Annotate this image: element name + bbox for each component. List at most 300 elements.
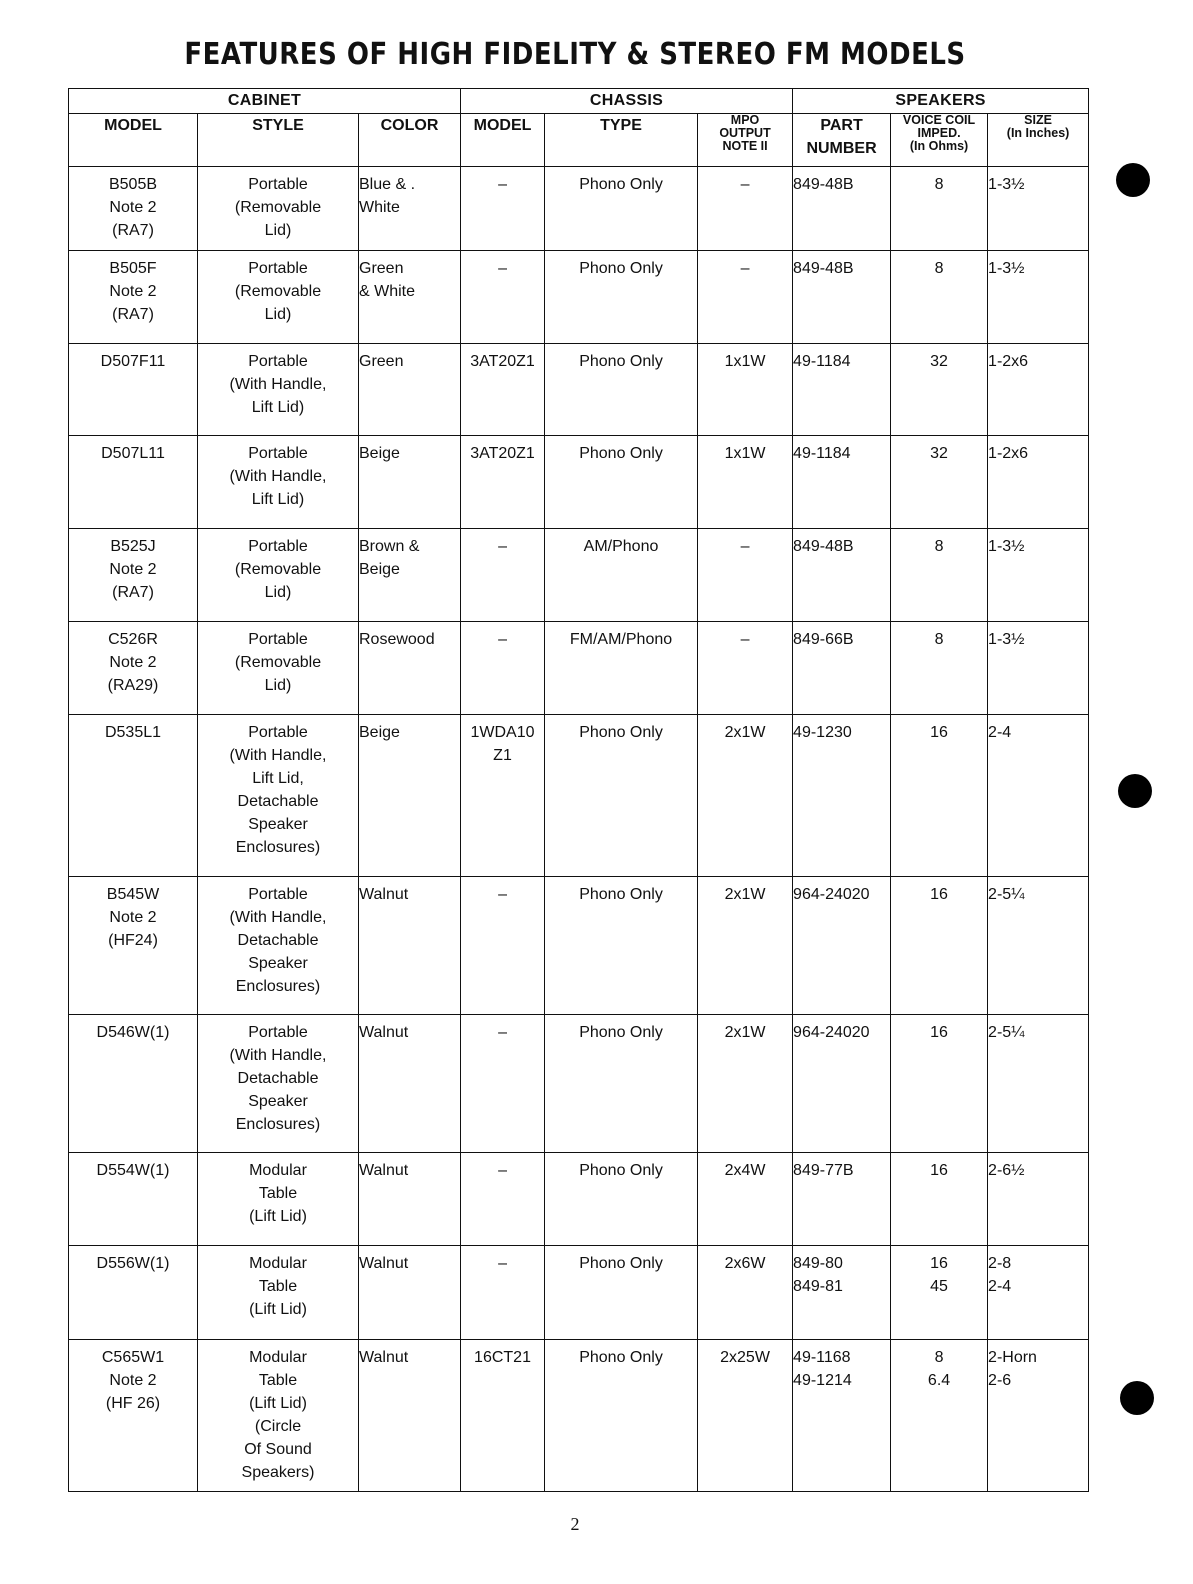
- cell-mpo: [698, 877, 793, 1015]
- cell-line: 2-5¼: [988, 886, 1025, 903]
- cell-color: [359, 436, 461, 529]
- cell-line: Speakers): [241, 1464, 315, 1481]
- table-row: [69, 1340, 1089, 1492]
- col-size-line: (In Inches): [1006, 126, 1070, 140]
- col-color: COLOR: [359, 114, 461, 167]
- cell-chassis-model: [461, 251, 545, 344]
- cell-line: Of Sound: [244, 1441, 312, 1458]
- cell-line: (Lift Lid): [249, 1208, 307, 1225]
- cell-part: [793, 877, 891, 1015]
- cell-chassis-model: [461, 877, 545, 1015]
- cell-part: [793, 1246, 891, 1340]
- cell-line: 8: [934, 260, 944, 277]
- col-chassis-model: MODEL: [461, 114, 545, 167]
- cell-line: Walnut: [359, 1162, 409, 1179]
- cell-style: [198, 1153, 359, 1246]
- cell-line: (Removable: [234, 654, 322, 671]
- cell-part: [793, 1153, 891, 1246]
- cell-imped: [891, 1153, 988, 1246]
- cell-line: 3AT20Z1: [470, 353, 535, 370]
- cell-style: [198, 436, 359, 529]
- cell-line: Table: [258, 1278, 298, 1295]
- cell-line: Phono Only: [579, 260, 663, 277]
- cell-line: 2-8: [988, 1255, 1012, 1272]
- cell-part: [793, 622, 891, 715]
- cell-style: [198, 1015, 359, 1153]
- cell-type: [545, 529, 698, 622]
- table-row: [69, 167, 1089, 251]
- cell-line: Table: [258, 1185, 298, 1202]
- cell-line: Portable: [248, 353, 308, 370]
- col-part-line: PART: [820, 117, 863, 134]
- cell-line: (With Handle,: [229, 909, 327, 926]
- cell-size: [988, 251, 1089, 344]
- cell-chassis-model: [461, 1246, 545, 1340]
- cell-imped: [891, 344, 988, 436]
- cell-imped: [891, 1015, 988, 1153]
- cell-type: [545, 877, 698, 1015]
- cell-line: (With Handle,: [229, 468, 327, 485]
- cell-part: [793, 1340, 891, 1492]
- cell-color: [359, 622, 461, 715]
- cell-line: 2-6: [988, 1372, 1012, 1389]
- cell-mpo: [698, 529, 793, 622]
- cell-line: Speaker: [248, 955, 308, 972]
- cell-line: Phono Only: [579, 445, 663, 462]
- cell-size: [988, 1246, 1089, 1340]
- cell-line: Lid): [264, 584, 292, 601]
- cell-type: [545, 167, 698, 251]
- cell-line: Lid): [264, 222, 292, 239]
- cell-line: Z1: [493, 747, 512, 764]
- cell-part: [793, 167, 891, 251]
- cell-type: [545, 1153, 698, 1246]
- cell-line: Lift Lid,: [252, 770, 304, 787]
- cell-chassis-model: [461, 167, 545, 251]
- cell-size: [988, 529, 1089, 622]
- cell-line: 1-2x6: [988, 445, 1029, 462]
- cell-type: [545, 1340, 698, 1492]
- cell-line: Note 2: [109, 561, 157, 578]
- cell-type: [545, 436, 698, 529]
- cell-line: 2x4W: [724, 1162, 766, 1179]
- cell-mpo: [698, 167, 793, 251]
- group-header-row: [69, 89, 1089, 114]
- cell-line: Walnut: [359, 1255, 409, 1272]
- cell-model: [69, 1340, 198, 1492]
- cell-model: [69, 167, 198, 251]
- table-row: [69, 715, 1089, 877]
- cell-line: Rosewood: [359, 631, 435, 648]
- cell-color: [359, 529, 461, 622]
- cell-line: 2x1W: [724, 724, 766, 741]
- cell-type: [545, 344, 698, 436]
- cell-line: –: [498, 176, 507, 193]
- cell-part: [793, 251, 891, 344]
- cell-line: –: [740, 260, 750, 277]
- cell-line: 1-3½: [988, 538, 1025, 555]
- cell-line: –: [498, 886, 507, 903]
- cell-line: 16: [930, 724, 948, 741]
- cell-color: [359, 715, 461, 877]
- cell-size: [988, 1015, 1089, 1153]
- page-title: FEATURES OF HIGH FIDELITY & STEREO FM MODELS: [184, 37, 966, 73]
- cell-size: [988, 877, 1089, 1015]
- cell-line: Speaker: [248, 816, 308, 833]
- cell-line: 16: [930, 886, 948, 903]
- cell-line: Beige: [359, 724, 400, 741]
- cell-mpo: [698, 622, 793, 715]
- cell-line: 1x1W: [724, 353, 766, 370]
- cell-model: [69, 1015, 198, 1153]
- group-chassis: CHASSIS: [461, 89, 793, 114]
- cell-type: [545, 1246, 698, 1340]
- cell-line: 16CT21: [474, 1349, 531, 1366]
- cell-imped: [891, 529, 988, 622]
- table-row: [69, 622, 1089, 715]
- cell-size: [988, 715, 1089, 877]
- table-row: [69, 251, 1089, 344]
- cell-line: AM/Phono: [583, 538, 659, 555]
- cell-line: (With Handle,: [229, 1047, 327, 1064]
- cell-mpo: [698, 1340, 793, 1492]
- col-part-line: NUMBER: [806, 140, 877, 157]
- cell-line: 849-48B: [793, 176, 854, 193]
- cell-line: 964-24020: [793, 886, 870, 903]
- cell-line: 49-1214: [793, 1372, 852, 1389]
- cell-style: [198, 344, 359, 436]
- cell-line: (With Handle,: [229, 747, 327, 764]
- cell-line: Blue & .: [359, 176, 416, 193]
- cell-line: D507L11: [101, 445, 165, 462]
- cell-line: (RA7): [112, 584, 154, 601]
- cell-line: 45: [930, 1278, 948, 1295]
- table-row: [69, 877, 1089, 1015]
- cell-line: Walnut: [359, 1349, 409, 1366]
- cell-color: [359, 167, 461, 251]
- cell-line: (Removable: [234, 561, 322, 578]
- cell-size: [988, 622, 1089, 715]
- col-size: [988, 114, 1089, 167]
- cell-imped: [891, 251, 988, 344]
- col-mpo-line: NOTE II: [722, 139, 768, 153]
- cell-line: D554W(1): [96, 1162, 170, 1179]
- cell-line: Lift Lid): [251, 399, 305, 416]
- cell-chassis-model: [461, 1340, 545, 1492]
- table-row: [69, 1153, 1089, 1246]
- cell-color: [359, 877, 461, 1015]
- cell-type: [545, 251, 698, 344]
- cell-line: Green: [359, 353, 404, 370]
- cell-size: [988, 436, 1089, 529]
- cell-line: –: [498, 538, 507, 555]
- cell-line: B505B: [108, 176, 158, 193]
- group-cabinet: CABINET: [69, 89, 461, 114]
- cell-mpo: [698, 344, 793, 436]
- cell-line: 2-5¼: [988, 1024, 1025, 1041]
- cell-line: Note 2: [109, 654, 157, 671]
- cell-style: [198, 715, 359, 877]
- cell-line: 849-81: [793, 1278, 843, 1295]
- cell-line: Modular: [249, 1162, 307, 1179]
- cell-line: FM/AM/Phono: [569, 631, 673, 648]
- group-speakers: SPEAKERS: [793, 89, 1089, 114]
- cell-type: [545, 715, 698, 877]
- cell-chassis-model: [461, 529, 545, 622]
- cell-part: [793, 436, 891, 529]
- cell-line: Detachable: [237, 793, 319, 810]
- cell-line: Brown &: [359, 538, 420, 555]
- cell-line: 1WDA10: [470, 724, 535, 741]
- cell-line: Phono Only: [579, 1162, 663, 1179]
- cell-line: Lid): [264, 677, 292, 694]
- cell-line: 2-4: [988, 724, 1012, 741]
- cell-line: Speaker: [248, 1093, 308, 1110]
- cell-color: [359, 1153, 461, 1246]
- cell-chassis-model: [461, 1153, 545, 1246]
- cell-line: Detachable: [237, 1070, 319, 1087]
- col-imped-line: IMPED.: [917, 126, 961, 140]
- cell-line: –: [498, 1024, 507, 1041]
- table-body: [69, 167, 1089, 1492]
- cell-size: [988, 344, 1089, 436]
- cell-line: 16: [930, 1162, 948, 1179]
- cell-line: 8: [934, 176, 944, 193]
- cell-mpo: [698, 1153, 793, 1246]
- cell-line: Note 2: [109, 909, 157, 926]
- table-row: [69, 344, 1089, 436]
- table-row: [69, 436, 1089, 529]
- cell-mpo: [698, 1015, 793, 1153]
- cell-model: [69, 436, 198, 529]
- cell-line: Modular: [249, 1255, 307, 1272]
- table-row: [69, 1246, 1089, 1340]
- cell-line: 3AT20Z1: [470, 445, 535, 462]
- cell-size: [988, 167, 1089, 251]
- cell-style: [198, 167, 359, 251]
- cell-model: [69, 251, 198, 344]
- col-mpo-line: OUTPUT: [719, 126, 771, 140]
- cell-line: Enclosures): [235, 839, 321, 856]
- col-imped-line: VOICE COIL: [902, 113, 976, 127]
- cell-line: 32: [930, 445, 948, 462]
- cell-line: 2-Horn: [988, 1349, 1037, 1366]
- cell-line: B525J: [110, 538, 156, 555]
- cell-line: D507F11: [100, 353, 166, 370]
- cell-line: Phono Only: [579, 353, 663, 370]
- cell-line: 1-2x6: [988, 353, 1029, 370]
- cell-imped: [891, 167, 988, 251]
- cell-imped: [891, 715, 988, 877]
- cell-line: Phono Only: [579, 1255, 663, 1272]
- cell-line: 49-1184: [793, 353, 851, 370]
- cell-line: 2-4: [988, 1278, 1012, 1295]
- cell-line: B505F: [109, 260, 157, 277]
- cell-line: (Removable: [234, 199, 322, 216]
- cell-line: –: [740, 176, 750, 193]
- cell-line: D535L1: [104, 724, 162, 741]
- cell-line: 8: [934, 538, 944, 555]
- cell-imped: [891, 1246, 988, 1340]
- cell-line: 849-48B: [793, 260, 854, 277]
- cell-line: 1-3½: [988, 260, 1025, 277]
- col-part: [793, 114, 891, 167]
- cell-line: 2x25W: [720, 1349, 770, 1366]
- cell-style: [198, 1340, 359, 1492]
- cell-line: (RA7): [112, 222, 154, 239]
- cell-line: B545W: [106, 886, 160, 903]
- cell-line: Note 2: [109, 199, 157, 216]
- cell-line: (Circle: [254, 1418, 302, 1435]
- cell-color: [359, 344, 461, 436]
- cell-line: Green: [359, 260, 404, 277]
- cell-line: –: [740, 631, 750, 648]
- cell-line: 1-3½: [988, 631, 1025, 648]
- cell-line: C526R: [108, 631, 158, 648]
- col-mpo-line: MPO: [730, 113, 760, 127]
- cell-type: [545, 1015, 698, 1153]
- cell-line: Enclosures): [235, 1116, 321, 1133]
- cell-line: C565W1: [101, 1349, 165, 1366]
- cell-model: [69, 877, 198, 1015]
- cell-line: –: [740, 538, 750, 555]
- cell-line: 49-1230: [793, 724, 852, 741]
- cell-size: [988, 1340, 1089, 1492]
- cell-style: [198, 877, 359, 1015]
- cell-line: Phono Only: [579, 724, 663, 741]
- cell-line: Portable: [248, 445, 308, 462]
- cell-line: Detachable: [237, 932, 319, 949]
- cell-line: (RA29): [107, 677, 159, 694]
- cell-part: [793, 715, 891, 877]
- cell-model: [69, 715, 198, 877]
- cell-model: [69, 529, 198, 622]
- cell-line: 849-77B: [793, 1162, 854, 1179]
- cell-line: –: [498, 1255, 507, 1272]
- cell-model: [69, 344, 198, 436]
- cell-part: [793, 529, 891, 622]
- cell-type: [545, 622, 698, 715]
- cell-line: 16: [930, 1255, 948, 1272]
- cell-line: Lid): [264, 306, 292, 323]
- cell-line: 2-6½: [988, 1162, 1025, 1179]
- cell-style: [198, 622, 359, 715]
- cell-line: Modular: [249, 1349, 307, 1366]
- cell-line: 2x1W: [724, 1024, 766, 1041]
- cell-line: (Lift Lid): [249, 1301, 307, 1318]
- cell-line: –: [498, 631, 507, 648]
- cell-line: Portable: [248, 724, 308, 741]
- cell-line: 49-1168: [793, 1349, 851, 1366]
- cell-line: 849-80: [793, 1255, 843, 1272]
- cell-part: [793, 344, 891, 436]
- cell-color: [359, 251, 461, 344]
- cell-line: Portable: [248, 538, 308, 555]
- cell-line: 2x1W: [724, 886, 766, 903]
- cell-chassis-model: [461, 715, 545, 877]
- cell-mpo: [698, 1246, 793, 1340]
- cell-line: Beige: [359, 561, 400, 578]
- cell-line: Phono Only: [579, 176, 663, 193]
- cell-line: Beige: [359, 445, 400, 462]
- cell-line: Note 2: [109, 283, 157, 300]
- binder-hole: [1116, 163, 1150, 197]
- cell-line: 849-66B: [793, 631, 854, 648]
- col-imped-line: (In Ohms): [909, 139, 969, 153]
- cell-model: [69, 622, 198, 715]
- cell-line: (HF 26): [105, 1395, 161, 1412]
- cell-line: Table: [258, 1372, 298, 1389]
- cell-line: 1-3½: [988, 176, 1025, 193]
- page-number: 2: [570, 1514, 580, 1534]
- cell-line: Portable: [248, 176, 308, 193]
- cell-line: Walnut: [359, 886, 409, 903]
- cell-mpo: [698, 436, 793, 529]
- cell-line: 32: [930, 353, 948, 370]
- cell-imped: [891, 436, 988, 529]
- column-header-row: [69, 114, 1089, 167]
- col-model: MODEL: [69, 114, 198, 167]
- cell-model: [69, 1246, 198, 1340]
- cell-imped: [891, 877, 988, 1015]
- cell-mpo: [698, 251, 793, 344]
- cell-chassis-model: [461, 1015, 545, 1153]
- features-table: [68, 88, 1089, 1492]
- cell-line: (With Handle,: [229, 376, 327, 393]
- binder-hole: [1120, 1381, 1154, 1415]
- cell-line: (Removable: [234, 283, 322, 300]
- cell-line: Walnut: [359, 1024, 409, 1041]
- cell-line: –: [498, 1162, 507, 1179]
- cell-line: Phono Only: [579, 1024, 663, 1041]
- cell-style: [198, 1246, 359, 1340]
- cell-line: Phono Only: [579, 886, 663, 903]
- cell-line: (RA7): [112, 306, 154, 323]
- cell-line: (HF24): [108, 932, 158, 949]
- cell-line: 8: [934, 1349, 944, 1366]
- cell-line: Note 2: [109, 1372, 157, 1389]
- cell-line: D546W(1): [96, 1024, 170, 1041]
- cell-size: [988, 1153, 1089, 1246]
- cell-line: Enclosures): [235, 978, 321, 995]
- cell-line: Phono Only: [579, 1349, 663, 1366]
- cell-color: [359, 1015, 461, 1153]
- cell-mpo: [698, 715, 793, 877]
- cell-line: 964-24020: [793, 1024, 870, 1041]
- cell-line: (Lift Lid): [249, 1395, 307, 1412]
- cell-line: & White: [359, 283, 416, 300]
- cell-line: 8: [934, 631, 944, 648]
- cell-line: 1x1W: [724, 445, 766, 462]
- cell-line: 6.4: [927, 1372, 951, 1389]
- cell-chassis-model: [461, 436, 545, 529]
- cell-line: Portable: [248, 886, 308, 903]
- cell-line: –: [498, 260, 507, 277]
- cell-part: [793, 1015, 891, 1153]
- cell-line: Portable: [248, 260, 308, 277]
- cell-line: Portable: [248, 631, 308, 648]
- cell-chassis-model: [461, 344, 545, 436]
- cell-line: D556W(1): [96, 1255, 170, 1272]
- cell-imped: [891, 1340, 988, 1492]
- col-imped: [891, 114, 988, 167]
- cell-color: [359, 1246, 461, 1340]
- cell-line: Portable: [248, 1024, 308, 1041]
- cell-line: 49-1184: [793, 445, 851, 462]
- cell-imped: [891, 622, 988, 715]
- cell-line: White: [359, 199, 400, 216]
- table-row: [69, 1015, 1089, 1153]
